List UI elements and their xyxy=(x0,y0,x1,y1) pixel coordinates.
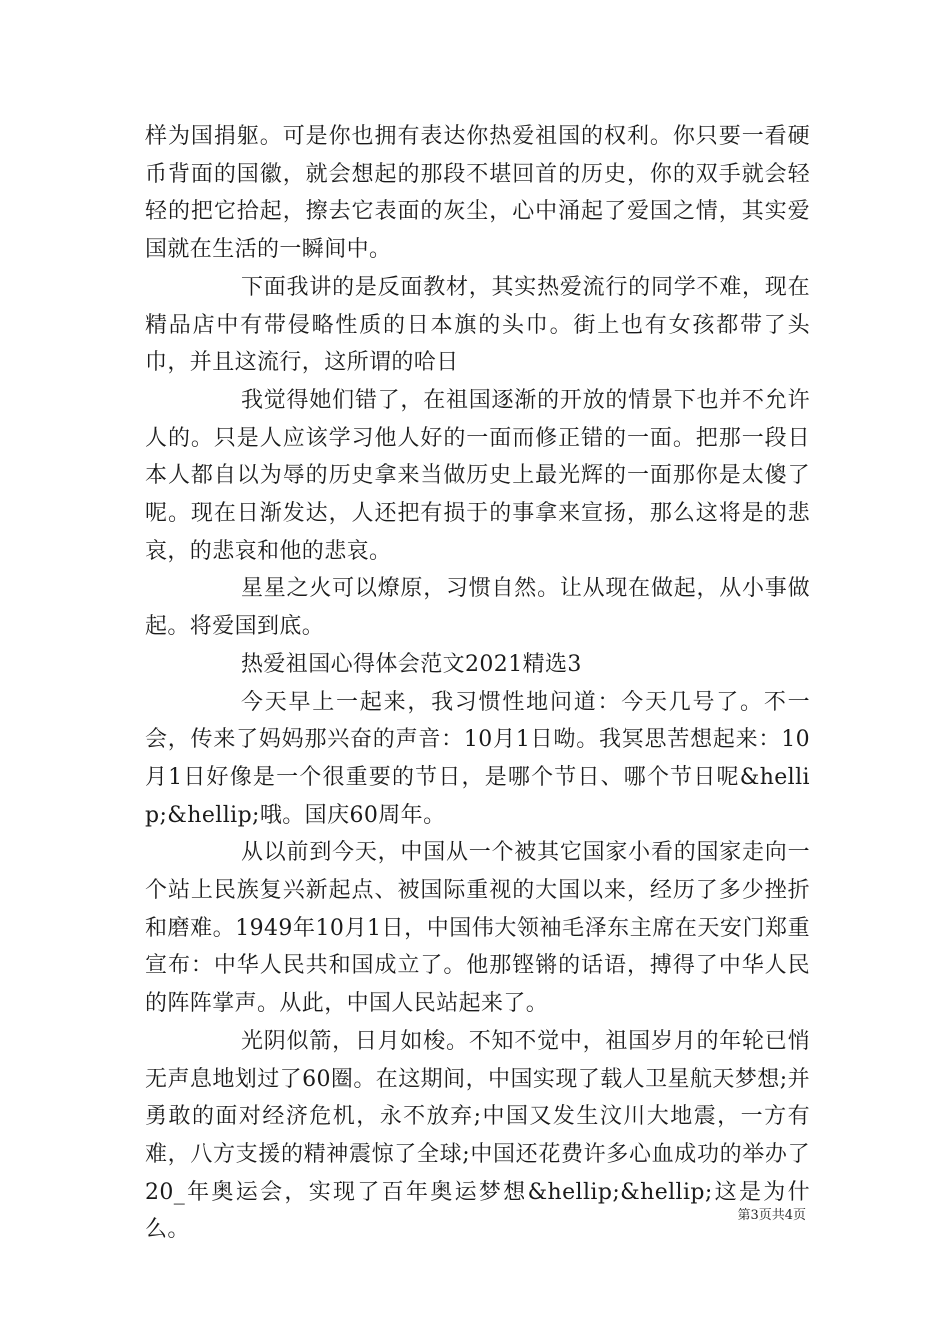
paragraph-6: 从以前到今天，中国从一个被其它国家小看的国家走向一个站上民族复兴新起点、被国际重视的大国以来，经历了多少挫折和磨难。1949年10月1日，中国伟大领袖毛泽东主席在天安门郑重宣布：中华人民共和国成立了。他那铿锵的话语，搏得了中华人民的阵阵掌声。从此，中国人民站起来了。 xyxy=(145,840,810,1017)
page-number-footer: 第3页共4页 xyxy=(737,1208,806,1223)
document-body xyxy=(145,118,810,1249)
paragraph-2: 下面我讲的是反面教材，其实热爱流行的同学不难，现在精品店中有带侵略性质的日本旗的头巾。街上也有女孩都带了头巾，并且这流行，这所谓的哈日 xyxy=(145,274,810,376)
paragraph-4: 星星之火可以燎原，习惯自然。让从现在做起，从小事做起。将爱国到底。 xyxy=(145,576,810,640)
paragraph-3: 我觉得她们错了，在祖国逐渐的开放的情景下也并不允许人的。只是人应该学习他人好的一面而修正错的一面。把那一段日本人都自以为辱的历史拿来当做历史上最光辉的一面那你是太傻了呢。现在日渐发达，人还把有损于的事拿来宣扬，那么这将是的悲哀，的悲哀和他的悲哀。 xyxy=(145,387,810,564)
paragraph-7: 光阴似箭，日月如梭。不知不觉中，祖国岁月的年轮已悄无声息地划过了60圈。在这期间，中国实现了载人卫星航天梦想;并勇敢的面对经济危机，永不放弃;中国又发生汶川大地震，一方有难，八方支援的精神震惊了全球;中国还花费许多心血成功的举办了20_年奥运会，实现了百年奥运梦想&hellip;&hellip;这是为什么。 xyxy=(145,1028,810,1243)
section-heading: 热爱祖国心得体会范文2021精选3 xyxy=(241,651,582,677)
paragraph-1: 样为国捐躯。可是你也拥有表达你热爱祖国的权利。你只要一看硬币背面的国徽，就会想起的那段不堪回首的历史，你的双手就会轻轻的把它拾起，擦去它表面的灰尘，心中涌起了爱国之情，其实爱国就在生活的一瞬间中。 xyxy=(145,124,810,263)
paragraph-5: 今天早上一起来，我习惯性地问道：今天几号了。不一会，传来了妈妈那兴奋的声音：10月1日呦。我冥思苦想起来：10月1日好像是一个很重要的节日，是哪个节日、哪个节日呢&hellip;&hellip;哦。国庆60周年。 xyxy=(145,689,810,828)
